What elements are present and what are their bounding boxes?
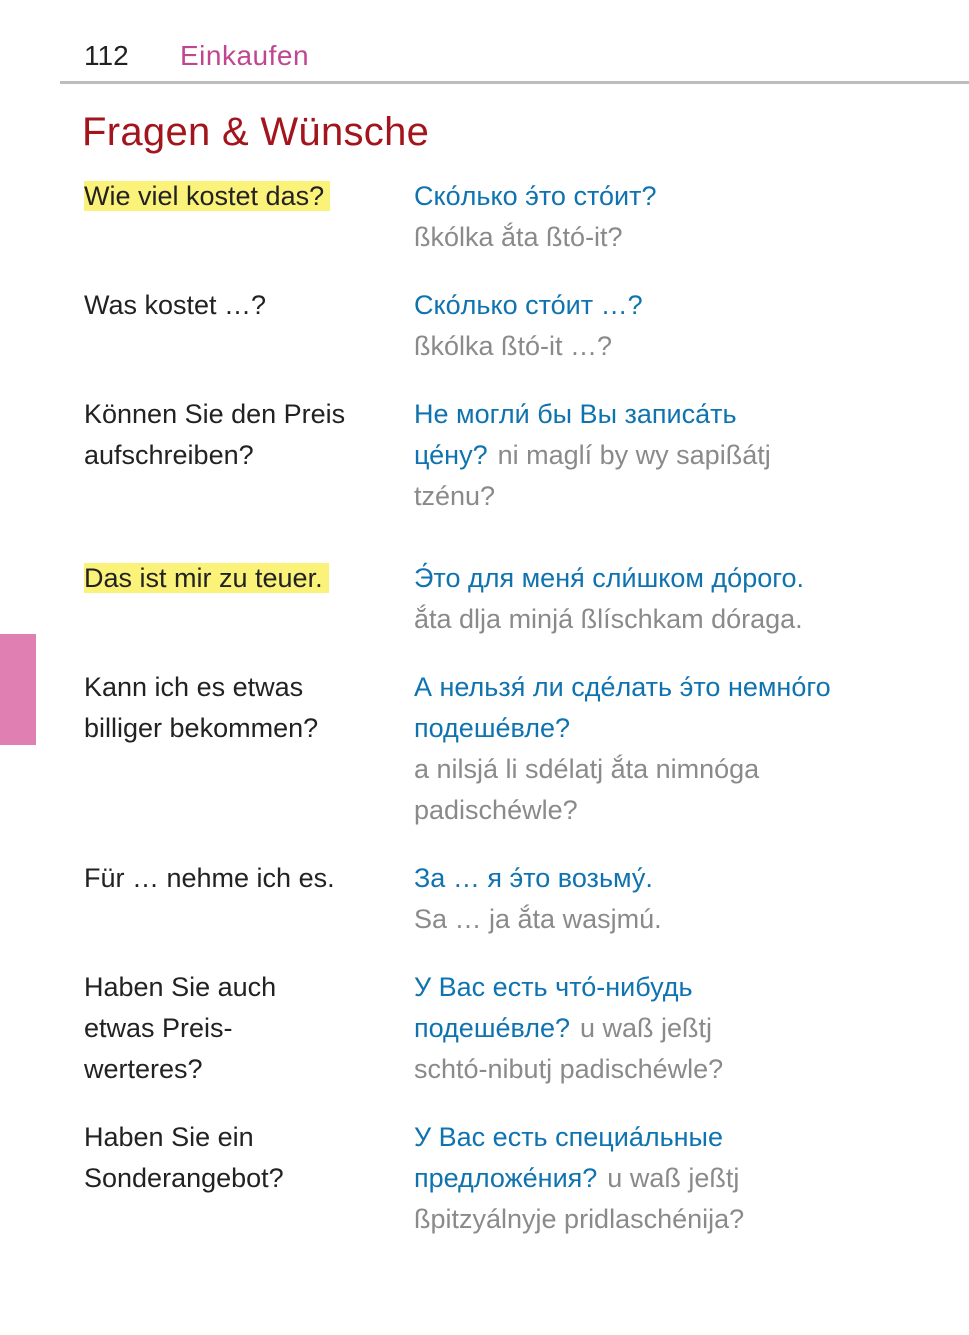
translation-block [414,967,914,1090]
german-phrase: Für … nehme ich es. [84,863,335,893]
transliteration: ắta dlja minjá ßlíschkam dóraga. [414,604,803,634]
german-line: Können Sie den Preis [84,399,346,429]
russian-line: А нельзя́ ли сде́лать э́то немно́го [414,672,831,702]
translation-block [414,176,914,258]
german-phrase [84,967,384,1090]
russian-line: У Вас есть специа́льные [414,1122,723,1152]
chapter-title: Einkaufen [180,40,310,71]
transliteration: ßpitzyálnyje pridlaschénija? [414,1204,745,1234]
german-phrase [84,558,384,599]
transliteration-inline: u waß jeßtj [580,1013,713,1043]
german-line: Kann ich es etwas [84,672,304,702]
german-phrase [84,1117,384,1199]
german-phrase [84,394,384,476]
russian-line: подеше́вле? [414,713,571,743]
german-line: billiger bekommen? [84,713,319,743]
russian-phrase: За … я э́то возьму́. [414,863,653,893]
german-line: aufschreiben? [84,440,254,470]
transliteration: ßkólka ßtó-it …? [414,331,613,361]
russian-line: подеше́вле? [414,1013,571,1043]
german-phrase [84,176,384,217]
transliteration: Sa … ja ắta wasjmú. [414,904,662,934]
german-phrase: Was kostet …? [84,290,267,320]
russian-phrase: Ско́лько сто́ит …? [414,290,643,320]
highlighted-german-text: Das ist mir zu teuer. [84,563,329,593]
russian-phrase: Э́то для меня́ сли́шком до́рого. [414,563,804,593]
page-number: 112 [84,40,129,71]
russian-line: Не могли́ бы Вы записа́ть [414,399,737,429]
german-phrase [84,667,384,749]
translation-block [414,394,914,517]
transliteration-inline: ni maglí by wy sapißátj [497,440,771,470]
german-line: werteres? [84,1054,203,1084]
russian-line: У Вас есть что́-нибудь [414,972,693,1002]
translation-block [414,285,914,367]
transliteration: ßkólka ắta ßtó-it? [414,222,623,252]
transliteration: schtó-nibutj padischéwle? [414,1054,724,1084]
transliteration-line: a nilsjá li sdélatj ắta nimnóga [414,754,760,784]
translation-block [414,558,914,640]
german-line: Haben Sie ein [84,1122,254,1152]
german-line: etwas Preis- [84,1013,233,1043]
translation-block [414,667,914,831]
transliteration-line: padischéwle? [414,795,578,825]
highlighted-german-text: Wie viel kostet das? [84,181,330,211]
transliteration-inline: u waß jeßtj [607,1163,740,1193]
german-line: Sonderangebot? [84,1163,284,1193]
transliteration: tzénu? [414,481,496,511]
russian-phrase: Ско́лько э́то сто́ит? [414,181,657,211]
german-line: Haben Sie auch [84,972,277,1002]
translation-block [414,1117,914,1240]
russian-line: це́ну? [414,440,488,470]
section-title: Fragen & Wünsche [82,110,430,154]
russian-line: предложе́ния? [414,1163,598,1193]
translation-block [414,858,914,940]
